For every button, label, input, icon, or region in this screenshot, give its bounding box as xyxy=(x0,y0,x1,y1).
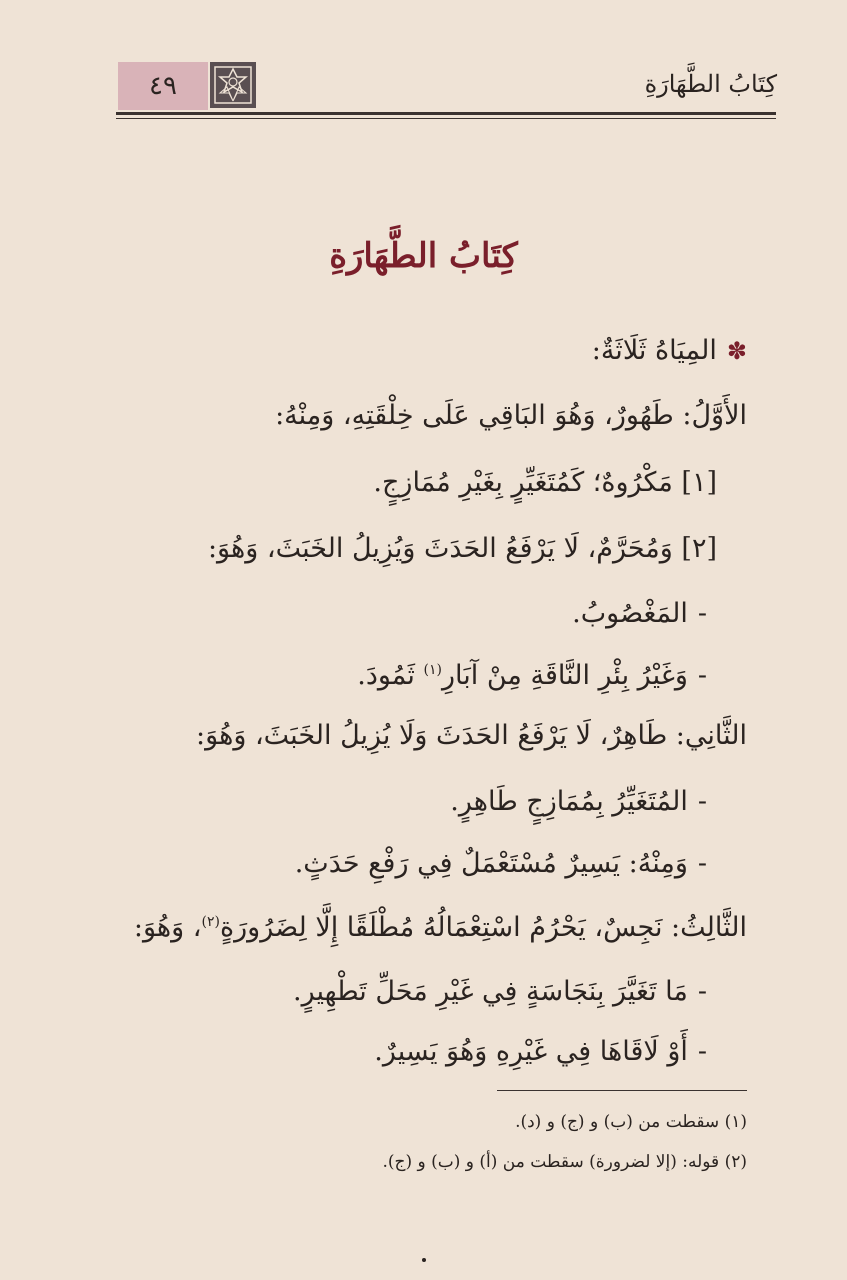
page-number-box xyxy=(118,62,208,110)
third-item-a: -مَا تَغَيَّرَ بِنَجَاسَةٍ فِي غَيْرِ مَحَلِّ تَطْهِيرٍ. xyxy=(293,976,707,1007)
waters-heading: ✽المِيَاهُ ثَلَاثَةٌ: xyxy=(591,335,747,366)
footnote-1: (١) سقطت من (ب) و (ج) و (د). xyxy=(515,1112,747,1132)
first-subtype-2-item-a: -المَغْصُوبُ. xyxy=(572,598,707,629)
second-type: الثَّانِي: طَاهِرٌ، لَا يَرْفَعُ الحَدَثَ وَلَا يُزِيلُ الخَبَثَ، وَهُوَ: xyxy=(196,720,747,751)
page-number: ٤٩ xyxy=(149,71,177,101)
third-type: الثَّالِثُ: نَجِسٌ، يَحْرُمُ اسْتِعْمَالُهُ مُطْلَقًا إِلَّا لِضَرُورَةٍ$^{(٢)}$، وَهُوَ: xyxy=(133,912,747,943)
footnote-ref-1[interactable]: (١) xyxy=(423,662,442,678)
chapter-title: كِتَابُ الطَّهَارَةِ xyxy=(329,236,518,276)
page-dot xyxy=(422,1258,426,1262)
first-subtype-2: [٢] وَمُحَرَّمٌ، لَا يَرْفَعُ الحَدَثَ وَيُزِيلُ الخَبَثَ، وَهُوَ: xyxy=(207,533,717,564)
header-rule-thick xyxy=(116,112,776,115)
footnote-2: (٢) قوله: (إلا لضرورة) سقطت من (أ) و (ب) و (ج). xyxy=(382,1152,747,1172)
footnote-separator xyxy=(497,1090,747,1091)
third-item-b: -أَوْ لَاقَاهَا فِي غَيْرِهِ وَهُوَ يَسِيرٌ. xyxy=(374,1036,707,1067)
second-item-a: -المُتَغَيِّرُ بِمُمَازِجٍ طَاهِرٍ. xyxy=(450,786,707,817)
running-title: كِتَابُ الطَّهَارَةِ xyxy=(644,70,777,98)
first-subtype-1: [١] مَكْرُوهٌ؛ كَمُتَغَيِّرٍ بِغَيْرِ مُمَازِجٍ. xyxy=(373,467,717,498)
flower-icon: ✽ xyxy=(726,337,747,365)
second-item-b: -وَمِنْهُ: يَسِيرٌ مُسْتَعْمَلٌ فِي رَفْعِ حَدَثٍ. xyxy=(294,848,707,879)
first-type: الأَوَّلُ: طَهُورٌ، وَهُوَ البَاقِي عَلَى خِلْقَتِهِ، وَمِنْهُ: xyxy=(275,400,747,431)
header-rule-thin xyxy=(116,118,776,119)
first-subtype-2-item-b: -وَغَيْرُ بِئْرِ النَّاقَةِ مِنْ آبَارِ$^{(١)}$ ثَمُودَ. xyxy=(357,660,707,691)
ornament-icon xyxy=(210,62,256,108)
footnote-ref-2[interactable]: (٢) xyxy=(201,914,220,930)
